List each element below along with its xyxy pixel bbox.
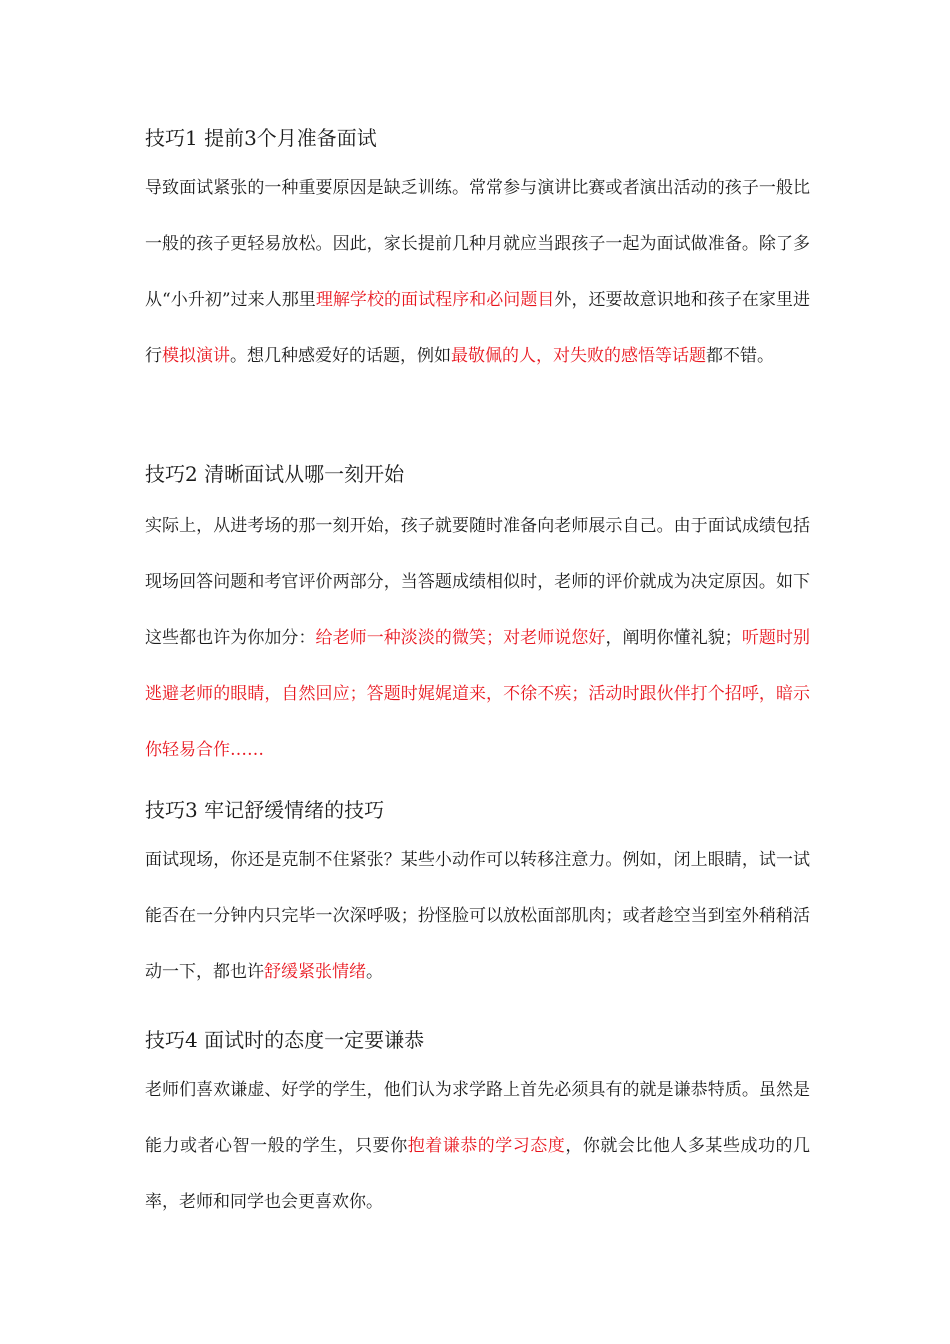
body-text: ，阐明你懂礼貌； [605,628,742,648]
highlighted-text: 抱着谦恭的学习态度 [407,1136,566,1156]
section-3-body [145,832,810,1000]
body-text: 。 [366,962,383,982]
body-text: 。想几种感爱好的话题，例如 [230,346,451,366]
body-text: 面试现场，你还是克制不住紧张？某些小动作可以转移注意力。例如，闭上眼睛，试一试能否在一分钟内只完毕一次深呼吸；扮怪脸可以放松面部肌肉；或者趁空当到室外稍稍活动一下，都也许 [145,850,810,982]
body-text: ，你就会比他人多某些成功的几率，老师和同学也会更喜欢你。 [145,1136,811,1212]
highlighted-text: 最敬佩的人，对失败的感悟等话题 [451,346,706,366]
section-4-title: 技巧4 面试时的态度一定要谦恭 [145,1028,425,1052]
section-1-title: 技巧1 提前3个月准备面试 [145,126,377,150]
body-text: 外，还要故意识地和孩子在家里进行 [145,290,810,366]
section-3-title: 技巧3 牢记舒缓情绪的技巧 [145,798,385,822]
highlighted-text: 模拟演讲 [162,346,230,366]
section-2-title: 技巧2 清晰面试从哪一刻开始 [145,462,405,486]
highlighted-text: 听题时别逃避老师的眼睛，自然回应；答题时娓娓道来，不徐不疾；活动时跟伙伴打个招呼，暗示你轻易合作…… [145,628,811,760]
body-text: 导致面试紧张的一种重要原因是缺乏训练。常常参与演讲比赛或者演出活动的孩子一般比一般的孩子更轻易放松。因此，家长提前几种月就应当跟孩子一起为面试做准备。除了多从“小升初”过来人那里 [145,178,810,310]
body-text: 实际上，从进考场的那一刻开始，孩子就要随时准备向老师展示自己。由于面试成绩包括现场回答问题和考官评价两部分，当答题成绩相似时，老师的评价就成为决定原因。如下这些都也许为你加分： [145,516,810,648]
section-2-body [145,498,810,778]
section-1-body [145,160,810,384]
highlighted-text: 给老师一种淡淡的微笑；对老师说您好 [315,628,606,648]
section-4-body [145,1062,810,1230]
highlighted-text: 舒缓紧张情绪 [264,962,366,982]
body-text: 都不错。 [706,346,774,366]
highlighted-text: 理解学校的面试程序和必问题目 [315,290,555,310]
body-text: 老师们喜欢谦虚、好学的学生，他们认为求学路上首先必须具有的就是谦恭特质。虽然是能力或者心智一般的学生，只要你 [145,1080,810,1156]
